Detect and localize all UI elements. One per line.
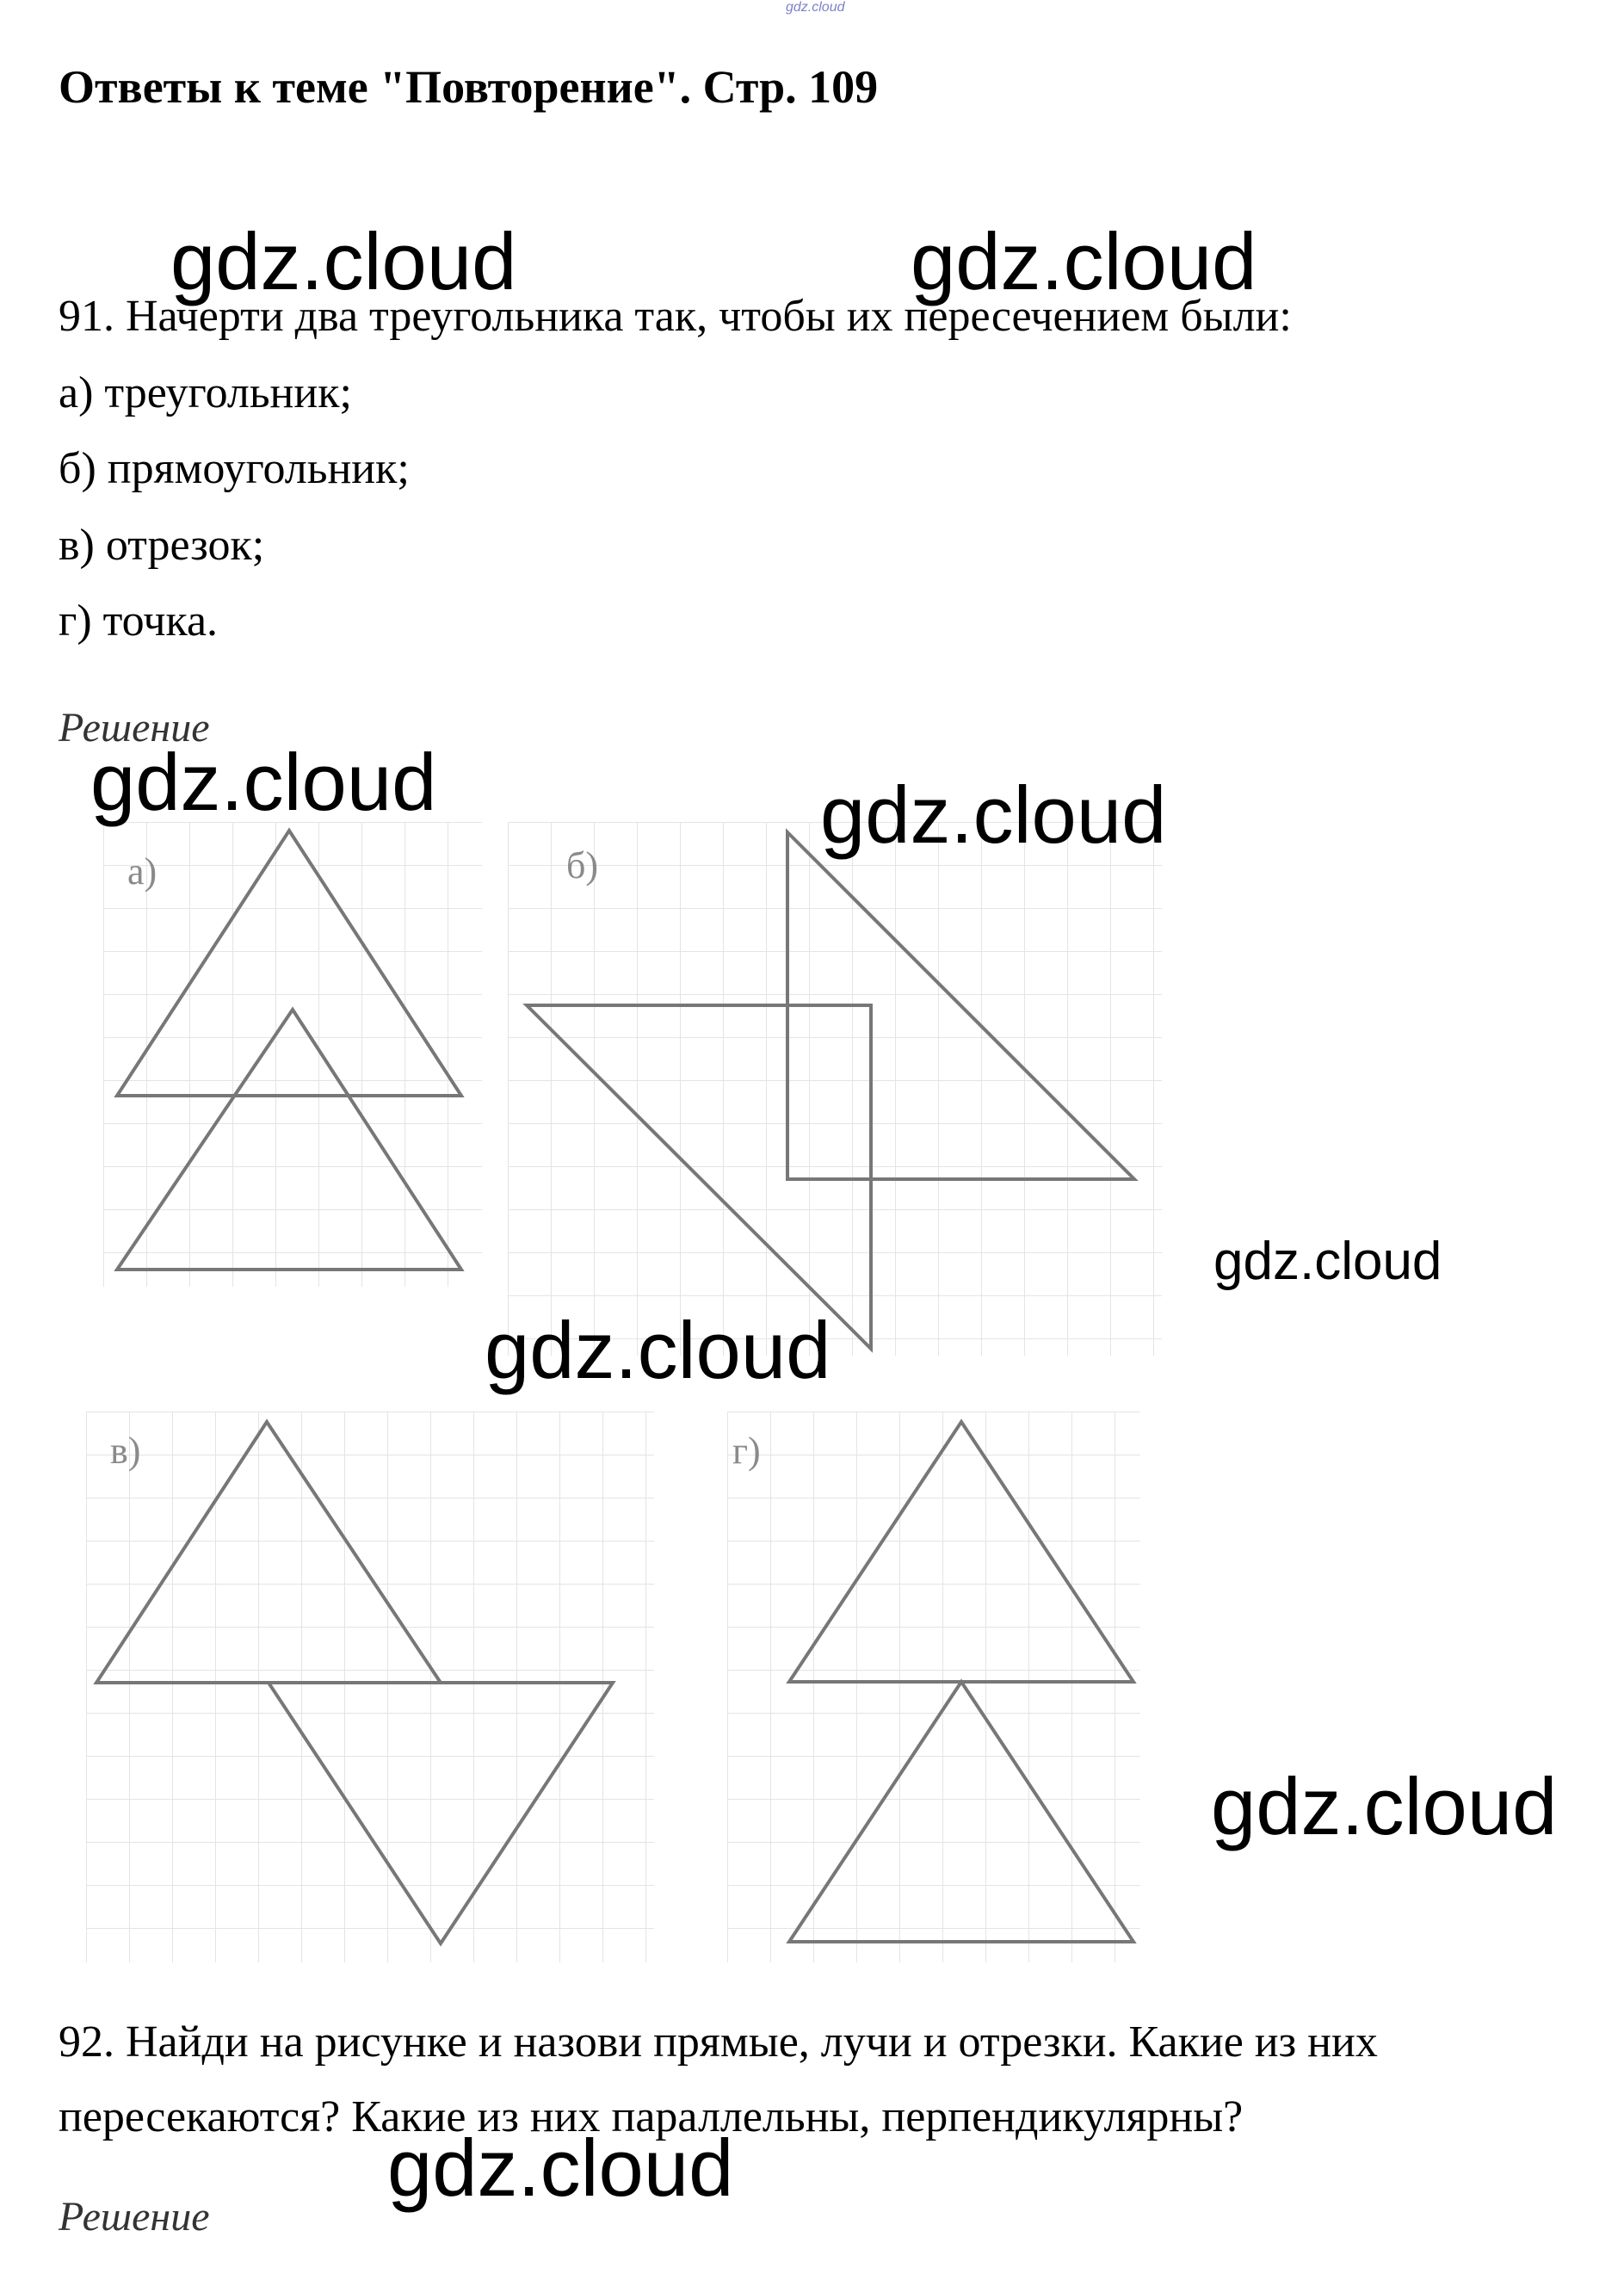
watermark: gdz.cloud xyxy=(820,769,1167,860)
watermark: gdz.cloud xyxy=(90,737,437,827)
figure-v xyxy=(86,1412,654,1962)
figure-g xyxy=(727,1412,1140,1962)
task-92-line-1: 92. Найди на рисунке и назови прямые, лучи и отрезки. Какие из них xyxy=(59,2017,1378,2067)
task-91-item-b: б) прямоугольник; xyxy=(59,444,410,493)
task-91-item-a: а) треугольник; xyxy=(59,368,352,417)
solution-label-91: Решение xyxy=(59,705,210,751)
page-title: Ответы к теме "Повторение". Стр. 109 xyxy=(59,61,879,113)
watermark: gdz.cloud xyxy=(170,216,517,306)
watermark: gdz.cloud xyxy=(387,2122,734,2213)
watermark: gdz.cloud xyxy=(1213,1232,1442,1291)
figure-v-label: в) xyxy=(110,1430,141,1472)
watermark: gdz.cloud xyxy=(1211,1761,1558,1851)
solution-label-92: Решение xyxy=(59,2194,210,2240)
figure-a xyxy=(103,822,482,1287)
watermark: gdz.cloud xyxy=(485,1305,831,1395)
figure-a-label: а) xyxy=(127,850,157,893)
task-91-item-g: г) точка. xyxy=(59,596,219,646)
watermark: gdz.cloud xyxy=(911,216,1257,306)
figure-b-label: б) xyxy=(566,844,599,887)
task-91-item-v: в) отрезок; xyxy=(59,521,265,570)
task-91-text: 91. Начерти два треугольника так, чтобы их пересечением были: xyxy=(59,292,1292,341)
figure-b xyxy=(508,822,1162,1356)
top-watermark: gdz.cloud xyxy=(786,0,845,15)
figure-g-label: г) xyxy=(732,1430,761,1472)
task-92-line-2: пересекаются? Какие из них параллельны, перпендикулярны? xyxy=(59,2092,1244,2141)
